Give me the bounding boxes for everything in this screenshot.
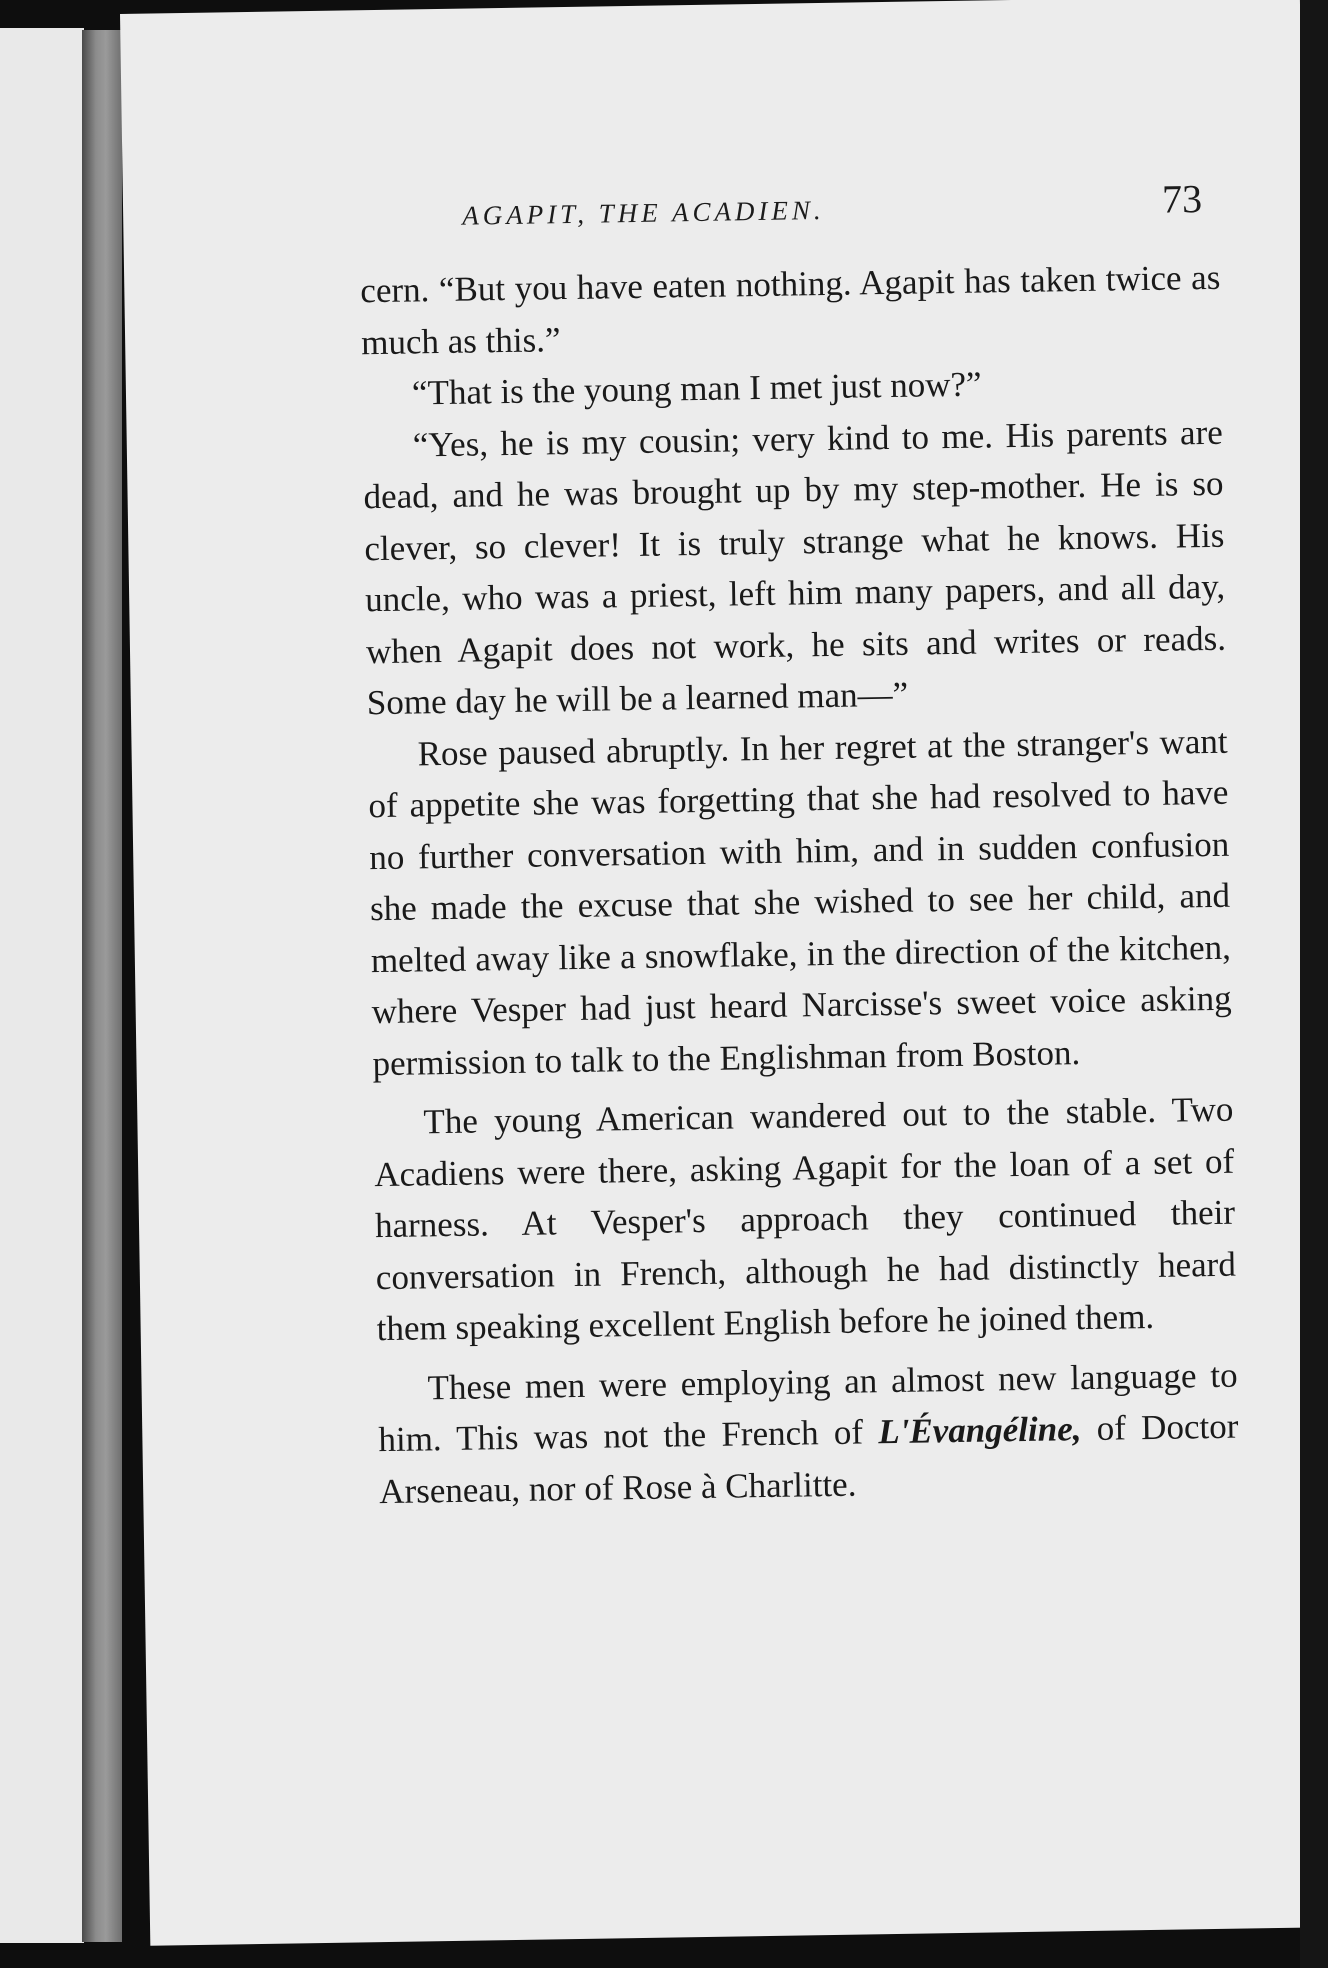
- paragraph: cern. “But you have eaten nothing. Agapit has taken twice as much as this.”: [360, 257, 1221, 362]
- paragraph: Rose paused abruptly. In her regret at the stranger's want of appetite she was forgetting that she had resolved to have no further conversation with him, and in sudden confusion she made the excuse that she wished to see her child, and melted away like a snowflake, in the direction of the kitchen, where Vesper had just heard Narcisse's sweet voice asking permission to talk to the Englishman from Boston.: [368, 721, 1232, 1083]
- paragraph: The young American wandered out to the stable. Two Acadiens were there, asking Agapit for the loan of a set of harness. At Vesper's approach they continued their conversation in French, although he had distinctly heard them speaking excellent English before he joined them.: [373, 1089, 1237, 1349]
- book-gutter: [82, 30, 122, 1942]
- paragraph-text: These men were employing an almost new language to him. This was not the French of: [378, 1355, 1238, 1460]
- facing-page-edge: [0, 28, 84, 1943]
- paragraph: “Yes, he is my cousin; very kind to me. His parents are dead, and he was brought up by my step-mother. He is so clever, so clever! It is truly strange what he knows. His uncle, who was a priest, left him many papers, and all day, when Agapit does not work, he sits and writes or reads. Some day he will be a learned man—”: [363, 412, 1227, 723]
- paragraph-text: of Doctor Arseneau, nor of Rose à Charlitte.: [378, 1406, 1239, 1511]
- page-number: 73: [1161, 176, 1203, 222]
- paragraph: [377, 1349, 1239, 1517]
- page-header: [462, 175, 1203, 247]
- book-page: [120, 0, 1328, 1946]
- body-text: [360, 252, 1240, 1517]
- italic-title: L'Évangéline,: [877, 1409, 1082, 1452]
- running-head: AGAPIT, THE ACADIEN.: [461, 194, 825, 231]
- scan-border: [1300, 0, 1328, 1968]
- paragraph: “That is the young man I met just now?”: [411, 364, 982, 413]
